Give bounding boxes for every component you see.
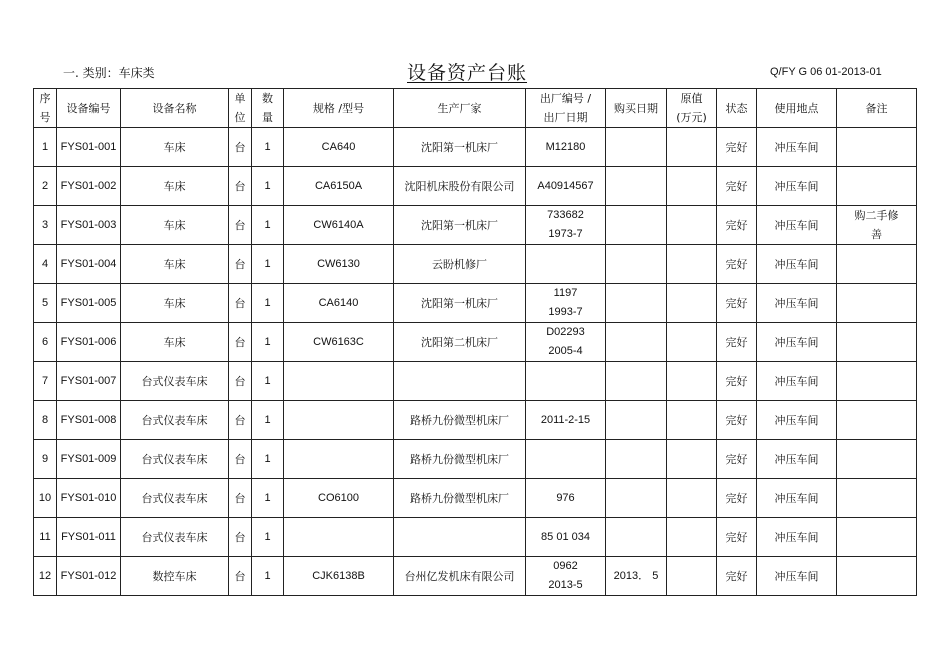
cell-model: CJK6138B: [284, 557, 394, 596]
cell-name: 车床: [121, 167, 229, 206]
cell-remark: [837, 479, 917, 518]
cell-maker: 路桥九份微型机床厂: [394, 440, 526, 479]
cell-text: A40914567: [537, 179, 594, 192]
column-header-text: 原值: [680, 92, 703, 105]
column-header-status: [717, 89, 757, 128]
cell-unit: 台: [229, 245, 252, 284]
cell-remark: [837, 362, 917, 401]
cell-model: [284, 401, 394, 440]
cell-serial: [526, 128, 606, 167]
cell-status: 完好: [717, 479, 757, 518]
cell-location: 冲压车间: [757, 128, 837, 167]
cell-qty: 1: [252, 167, 284, 206]
cell-value: [667, 440, 717, 479]
table-row: [34, 206, 917, 245]
cell-model: CW6140A: [284, 206, 394, 245]
cell-location: 冲压车间: [757, 401, 837, 440]
cell-name: 台式仪表车床: [121, 401, 229, 440]
cell-maker: 路桥九份微型机床厂: [394, 479, 526, 518]
column-header-seq: [34, 89, 57, 128]
table-row: [34, 401, 917, 440]
cell-value: [667, 362, 717, 401]
cell-seq: 2: [34, 167, 57, 206]
cell-purchase: [606, 479, 667, 518]
cell-value: [667, 401, 717, 440]
cell-code: FYS01-012: [57, 557, 121, 596]
cell-qty: 1: [252, 128, 284, 167]
cell-location: 冲压车间: [757, 362, 837, 401]
cell-value: [667, 245, 717, 284]
cell-text: 购二手修: [854, 209, 899, 222]
cell-value: [667, 206, 717, 245]
cell-name: 数控车床: [121, 557, 229, 596]
header-row: [34, 89, 917, 128]
cell-serial: [526, 362, 606, 401]
table-row: [34, 167, 917, 206]
cell-qty: 1: [252, 557, 284, 596]
cell-value: [667, 518, 717, 557]
cell-status: 完好: [717, 518, 757, 557]
cell-code: FYS01-007: [57, 362, 121, 401]
cell-unit: 台: [229, 440, 252, 479]
cell-value: [667, 128, 717, 167]
cell-seq: 4: [34, 245, 57, 284]
cell-maker: 沈阳第二机床厂: [394, 323, 526, 362]
cell-maker: 云盼机修厂: [394, 245, 526, 284]
table-row: [34, 128, 917, 167]
cell-purchase: [606, 362, 667, 401]
cell-maker: 沈阳第一机床厂: [394, 128, 526, 167]
cell-purchase: [606, 401, 667, 440]
cell-serial: [526, 167, 606, 206]
cell-seq: 12: [34, 557, 57, 596]
cell-purchase: [606, 323, 667, 362]
column-header-text: 位: [234, 111, 246, 124]
cell-text: 85 01 034: [541, 530, 590, 543]
cell-value: [667, 479, 717, 518]
cell-value: [667, 284, 717, 323]
cell-location: 冲压车间: [757, 479, 837, 518]
cell-maker: 路桥九份微型机床厂: [394, 401, 526, 440]
cell-location: 冲压车间: [757, 206, 837, 245]
cell-qty: 1: [252, 323, 284, 362]
cell-code: FYS01-006: [57, 323, 121, 362]
column-header-text: 出厂编号 /: [539, 92, 592, 105]
cell-name: 台式仪表车床: [121, 518, 229, 557]
cell-model: CW6130: [284, 245, 394, 284]
cell-qty: 1: [252, 362, 284, 401]
cell-location: 冲压车间: [757, 557, 837, 596]
column-header-text: 规格 /型号: [312, 101, 365, 115]
cell-purchase: 2013． 5: [606, 557, 667, 596]
cell-status: 完好: [717, 323, 757, 362]
column-header-text: 序: [39, 92, 51, 105]
cell-seq: 8: [34, 401, 57, 440]
cell-model: CA640: [284, 128, 394, 167]
table-row: [34, 440, 917, 479]
column-header-text: (万元): [676, 111, 707, 124]
column-header-serial: [526, 89, 606, 128]
cell-maker: [394, 362, 526, 401]
table-row: [34, 557, 917, 596]
cell-model: [284, 518, 394, 557]
column-header-text: 生产厂家: [437, 101, 482, 115]
table-row: [34, 479, 917, 518]
cell-text: 976: [556, 491, 575, 504]
cell-serial: [526, 323, 606, 362]
page-title: 设备资产台账: [407, 62, 528, 84]
cell-status: 完好: [717, 206, 757, 245]
cell-maker: [394, 518, 526, 557]
cell-unit: 台: [229, 401, 252, 440]
cell-unit: 台: [229, 128, 252, 167]
table-row: [34, 245, 917, 284]
cell-location: 冲压车间: [757, 245, 837, 284]
cell-remark: [837, 245, 917, 284]
cell-location: 冲压车间: [757, 323, 837, 362]
cell-value: [667, 557, 717, 596]
cell-unit: 台: [229, 518, 252, 557]
cell-model: CO6100: [284, 479, 394, 518]
cell-purchase: [606, 167, 667, 206]
cell-remark: [837, 440, 917, 479]
cell-model: CW6163C: [284, 323, 394, 362]
column-header-maker: [394, 89, 526, 128]
cell-remark: [837, 323, 917, 362]
cell-text: D02293: [546, 326, 585, 338]
cell-seq: 3: [34, 206, 57, 245]
table-body: [34, 128, 917, 596]
cell-serial: [526, 557, 606, 596]
cell-serial: [526, 284, 606, 323]
cell-status: 完好: [717, 284, 757, 323]
cell-remark: [837, 557, 917, 596]
cell-purchase: [606, 128, 667, 167]
category-label: 一. 类别：车床类: [63, 66, 155, 80]
cell-code: FYS01-009: [57, 440, 121, 479]
cell-name: 车床: [121, 206, 229, 245]
cell-status: 完好: [717, 440, 757, 479]
cell-remark: [837, 284, 917, 323]
document-number: Q/FY G 06 01-2013-01: [770, 66, 882, 78]
cell-purchase: [606, 284, 667, 323]
cell-serial: [526, 206, 606, 245]
cell-model: CA6150A: [284, 167, 394, 206]
cell-seq: 1: [34, 128, 57, 167]
column-header-text: 购买日期: [614, 101, 658, 115]
cell-remark: [837, 128, 917, 167]
column-header-text: 量: [262, 111, 273, 124]
cell-text: 2011-2-15: [540, 413, 591, 426]
cell-remark: [837, 167, 917, 206]
cell-code: FYS01-004: [57, 245, 121, 284]
cell-code: FYS01-005: [57, 284, 121, 323]
cell-purchase: [606, 206, 667, 245]
cell-status: 完好: [717, 245, 757, 284]
cell-seq: 9: [34, 440, 57, 479]
cell-unit: 台: [229, 557, 252, 596]
column-header-purchase: [606, 89, 667, 128]
column-header-name: [121, 89, 229, 128]
column-header-text: 数: [262, 92, 273, 105]
cell-seq: 10: [34, 479, 57, 518]
cell-maker: 沈阳机床股份有限公司: [394, 167, 526, 206]
cell-text: 2005-4: [548, 345, 583, 357]
cell-remark: [837, 518, 917, 557]
cell-remark: [837, 401, 917, 440]
asset-ledger-table: [33, 88, 917, 596]
cell-text: 0962: [553, 560, 578, 572]
column-header-text: 号: [39, 111, 51, 124]
cell-name: 台式仪表车床: [121, 362, 229, 401]
cell-seq: 7: [34, 362, 57, 401]
column-header-text: 单: [234, 92, 246, 105]
cell-maker: 沈阳第一机床厂: [394, 206, 526, 245]
cell-qty: 1: [252, 479, 284, 518]
cell-qty: 1: [252, 284, 284, 323]
cell-code: FYS01-008: [57, 401, 121, 440]
cell-value: [667, 167, 717, 206]
cell-unit: 台: [229, 323, 252, 362]
cell-serial: [526, 479, 606, 518]
column-header-qty: [252, 89, 284, 128]
cell-purchase: [606, 440, 667, 479]
column-header-text: 备注: [865, 101, 888, 115]
cell-model: [284, 362, 394, 401]
cell-text: M12180: [545, 140, 586, 153]
cell-text: 2013-5: [548, 579, 583, 591]
cell-location: 冲压车间: [757, 518, 837, 557]
cell-unit: 台: [229, 167, 252, 206]
column-header-text: 设备名称: [152, 101, 197, 115]
cell-serial: [526, 440, 606, 479]
cell-status: 完好: [717, 167, 757, 206]
cell-text: 1197: [553, 287, 578, 299]
cell-location: 冲压车间: [757, 284, 837, 323]
cell-name: 车床: [121, 323, 229, 362]
cell-status: 完好: [717, 128, 757, 167]
cell-text: 733682: [547, 209, 584, 221]
cell-code: FYS01-010: [57, 479, 121, 518]
column-header-text: 使用地点: [774, 101, 819, 115]
cell-name: 台式仪表车床: [121, 440, 229, 479]
column-header-remark: [837, 89, 917, 128]
cell-remark: [837, 206, 917, 245]
cell-qty: 1: [252, 401, 284, 440]
column-header-text: 出厂日期: [543, 111, 588, 124]
cell-name: 台式仪表车床: [121, 479, 229, 518]
cell-seq: 11: [34, 518, 57, 557]
cell-serial: [526, 245, 606, 284]
cell-code: FYS01-001: [57, 128, 121, 167]
cell-unit: 台: [229, 479, 252, 518]
cell-purchase: [606, 245, 667, 284]
cell-seq: 5: [34, 284, 57, 323]
cell-code: FYS01-003: [57, 206, 121, 245]
cell-qty: 1: [252, 206, 284, 245]
cell-unit: 台: [229, 284, 252, 323]
table-row: [34, 323, 917, 362]
cell-code: FYS01-011: [57, 518, 121, 557]
cell-maker: 沈阳第一机床厂: [394, 284, 526, 323]
table-row: [34, 362, 917, 401]
cell-value: [667, 323, 717, 362]
cell-location: 冲压车间: [757, 167, 837, 206]
cell-code: FYS01-002: [57, 167, 121, 206]
cell-serial: [526, 518, 606, 557]
cell-status: 完好: [717, 557, 757, 596]
cell-name: 车床: [121, 128, 229, 167]
cell-unit: 台: [229, 362, 252, 401]
cell-text: 善: [871, 228, 882, 241]
cell-name: 车床: [121, 284, 229, 323]
cell-maker: 台州亿发机床有限公司: [394, 557, 526, 596]
cell-model: CA6140: [284, 284, 394, 323]
column-header-text: 设备编号: [66, 101, 111, 115]
cell-text: 1993-7: [548, 306, 583, 318]
cell-location: 冲压车间: [757, 440, 837, 479]
cell-status: 完好: [717, 401, 757, 440]
column-header-text: 状态: [725, 101, 748, 115]
table-row: [34, 518, 917, 557]
column-header-location: [757, 89, 837, 128]
cell-purchase: [606, 518, 667, 557]
cell-qty: 1: [252, 440, 284, 479]
cell-qty: 1: [252, 245, 284, 284]
cell-name: 车床: [121, 245, 229, 284]
table-row: [34, 284, 917, 323]
column-header-model: [284, 89, 394, 128]
cell-qty: 1: [252, 518, 284, 557]
cell-model: [284, 440, 394, 479]
cell-status: 完好: [717, 362, 757, 401]
cell-text: 1973-7: [548, 228, 583, 240]
column-header-unit: [229, 89, 252, 128]
cell-serial: [526, 401, 606, 440]
cell-seq: 6: [34, 323, 57, 362]
cell-unit: 台: [229, 206, 252, 245]
column-header-code: [57, 89, 121, 128]
column-header-value: [667, 89, 717, 128]
